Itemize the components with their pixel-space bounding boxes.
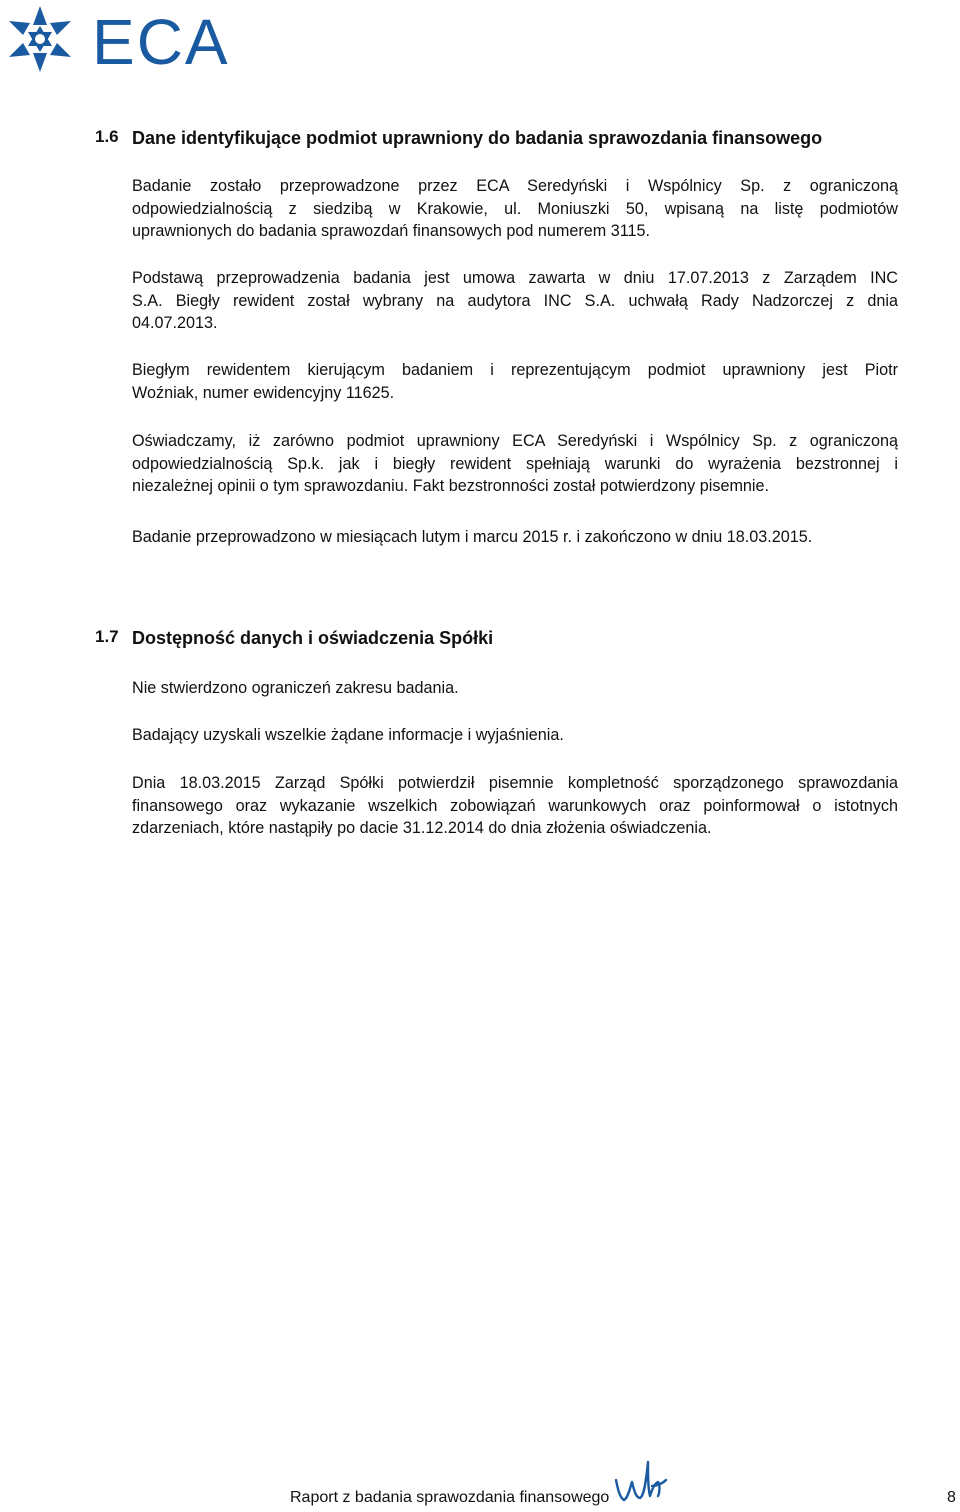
text-line: niezależnej opinii o tym sprawozdaniu. Fakt bezstronności został potwierdzony pisemnie. bbox=[132, 477, 770, 495]
paragraph-audit-period bbox=[132, 526, 898, 549]
signature-icon bbox=[612, 1452, 668, 1504]
text-line: Badanie przeprowadzono w miesiącach lutym i marcu 2015 r. i zakończono w dniu 18.03.2015. bbox=[132, 528, 813, 546]
text-line: Badanie zostało przeprowadzone przez ECA Seredyński i Wspólnicy Sp. z ograniczoną bbox=[132, 177, 898, 195]
paragraph-management-representation bbox=[132, 772, 898, 840]
section-number: 1.7 bbox=[95, 627, 119, 646]
paragraph-independence bbox=[132, 430, 898, 498]
text-line: Dnia 18.03.2015 Zarząd Spółki potwierdził pisemnie kompletność sporządzonego sprawozdania bbox=[132, 774, 898, 792]
logo-text: ECA bbox=[92, 6, 230, 78]
section-title: Dane identyfikujące podmiot uprawniony do badania sprawozdania finansowego bbox=[132, 128, 823, 148]
page-number: 8 bbox=[947, 1489, 956, 1506]
text-line: finansowego oraz wykazanie wszelkich zobowiązań warunkowych oraz poinformował o istotnych bbox=[132, 796, 898, 815]
paragraph-no-limitations bbox=[132, 677, 898, 700]
eca-star-logo-icon bbox=[0, 4, 84, 74]
text-line: Biegłym rewidentem kierującym badaniem i reprezentującym podmiot uprawniony jest Piotr bbox=[132, 361, 898, 379]
paragraph-information-obtained bbox=[132, 724, 898, 747]
text-line: Nie stwierdzono ograniczeń zakresu badania. bbox=[132, 679, 459, 697]
section-number: 1.6 bbox=[95, 127, 119, 146]
text-line: uprawnionych do badania sprawozdań finansowych pod numerem 3115. bbox=[132, 222, 651, 240]
text-line: odpowiedzialnością z siedzibą w Krakowie, ul. Moniuszki 50, wpisaną na listę podmiotów bbox=[132, 199, 898, 218]
text-line: Badający uzyskali wszelkie żądane informacje i wyjaśnienia. bbox=[132, 726, 564, 744]
text-line: S.A. Biegły rewident został wybrany na audytora INC S.A. uchwałą Rady Nadzorczej z dnia bbox=[132, 291, 898, 310]
text-line: 04.07.2013. bbox=[132, 314, 218, 332]
text-line: Woźniak, numer ewidencyjny 11625. bbox=[132, 383, 395, 402]
text-line: Podstawą przeprowadzenia badania jest umowa zawarta w dniu 17.07.2013 z Zarządem INC bbox=[132, 269, 898, 287]
footer-report-title: Raport z badania sprawozdania finansowego bbox=[290, 1489, 610, 1506]
eca-logo bbox=[0, 4, 230, 78]
text-line: Oświadczamy, iż zarówno podmiot uprawniony ECA Seredyński i Wspólnicy Sp. z ograniczoną bbox=[132, 432, 898, 450]
text-line: zdarzeniach, które nastąpiły po dacie 31.12.2014 do dnia złożenia oświadczenia. bbox=[132, 819, 712, 837]
paragraph-auditor bbox=[132, 359, 898, 404]
paragraph-audit-entity bbox=[132, 175, 898, 243]
text-line: odpowiedzialnością Sp.k. jak i biegły rewident spełniają warunki do wyrażenia bezstronnej i bbox=[132, 454, 898, 473]
section-title: Dostępność danych i oświadczenia Spółki bbox=[132, 628, 494, 648]
paragraph-audit-basis bbox=[132, 267, 898, 335]
